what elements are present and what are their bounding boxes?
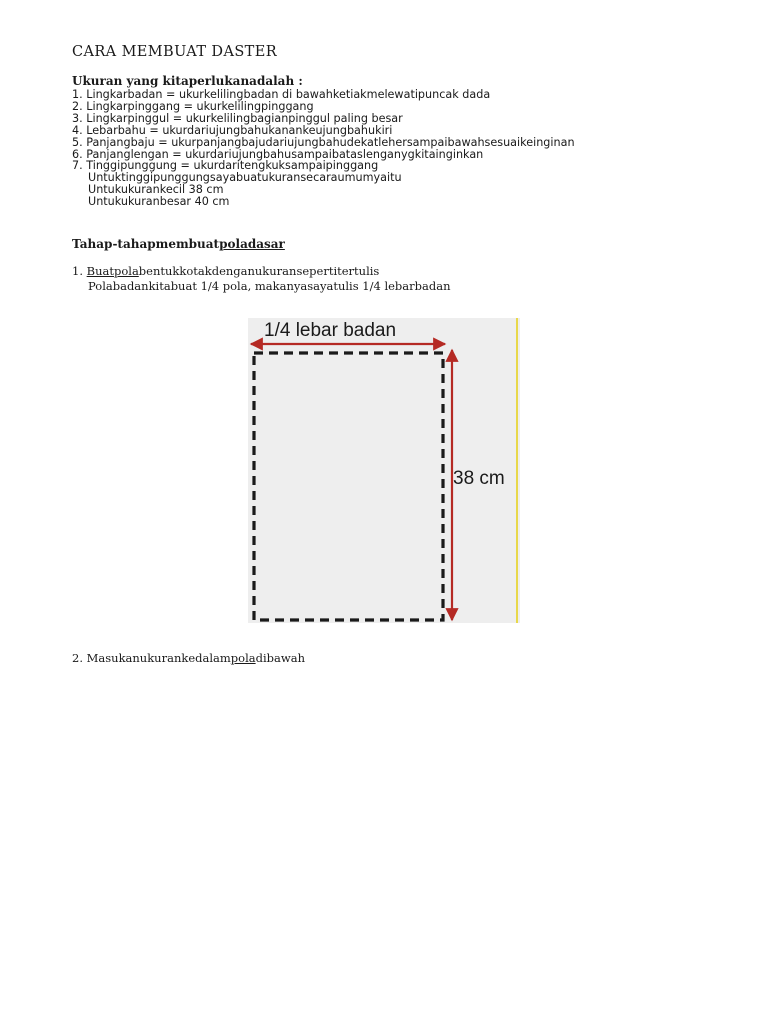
steps-heading: [72, 237, 285, 251]
pattern-figure: [248, 318, 520, 623]
back-height-notes: [88, 172, 402, 208]
measurement-item: 5. Panjangbaju = ukurpanjangbajudariujungbahudekatlehersampaibawahsesuaikeinginan: [72, 135, 575, 149]
step-1-line-2: Polabadankitabuat 1/4 pola, makanyasayatulis 1/4 lebarbadan: [88, 279, 451, 293]
measurement-item: 2. Lingkarpinggang = ukurkelilingpinggang: [72, 99, 314, 113]
step-1: [72, 264, 451, 294]
measurements-list: [72, 89, 575, 172]
step-2-underlined: pola: [230, 651, 256, 665]
steps-heading-underlined: poladasar: [219, 237, 285, 251]
measurement-item: 7. Tinggipunggung = ukurdaritengkuksampaipinggang: [72, 159, 379, 173]
document-title: CARA MEMBUAT DASTER: [72, 44, 278, 60]
height-label: 38 cm: [453, 468, 505, 489]
step-1-text: bentukkotakdenganukuransepertitertulis: [138, 264, 380, 278]
measurements-heading: Ukuran yang kitaperlukanadalah :: [72, 74, 303, 88]
note-line: Untukukuranbesar 40 cm: [88, 194, 230, 208]
step-2-number: 2.: [72, 651, 83, 665]
note-line: Untukukurankecil 38 cm: [88, 182, 224, 196]
steps-heading-text: Tahap-tahapmembuat: [72, 237, 220, 251]
note-line: Untuktinggipunggungsayabuatukuransecaraumumyaitu: [88, 171, 402, 184]
pattern-diagram: [248, 318, 520, 623]
measurement-item: 6. Panjanglengan = ukurdariujungbahusampaibataslenganygkitainginkan: [72, 147, 484, 161]
step-1-line-1: [72, 264, 451, 279]
measurement-item: 1. Lingkarbadan = ukurkelilingbadan di bawahketiakmelewatipuncak dada: [72, 88, 491, 101]
step-1-underlined: Buatpola: [86, 264, 139, 278]
measurement-item: 3. Lingkarpinggul = ukurkelilingbagianpinggul paling besar: [72, 111, 403, 125]
measurement-item: 4. Lebarbahu = ukurdariujungbahukanankeujungbahukiri: [72, 123, 393, 137]
width-label: 1/4 lebar badan: [264, 320, 397, 341]
step-2-text-end: dibawah: [255, 651, 305, 665]
step-2-text: Masukanukurankedalam: [86, 651, 231, 665]
step-1-number: 1.: [72, 264, 83, 278]
step-2: [72, 651, 305, 665]
